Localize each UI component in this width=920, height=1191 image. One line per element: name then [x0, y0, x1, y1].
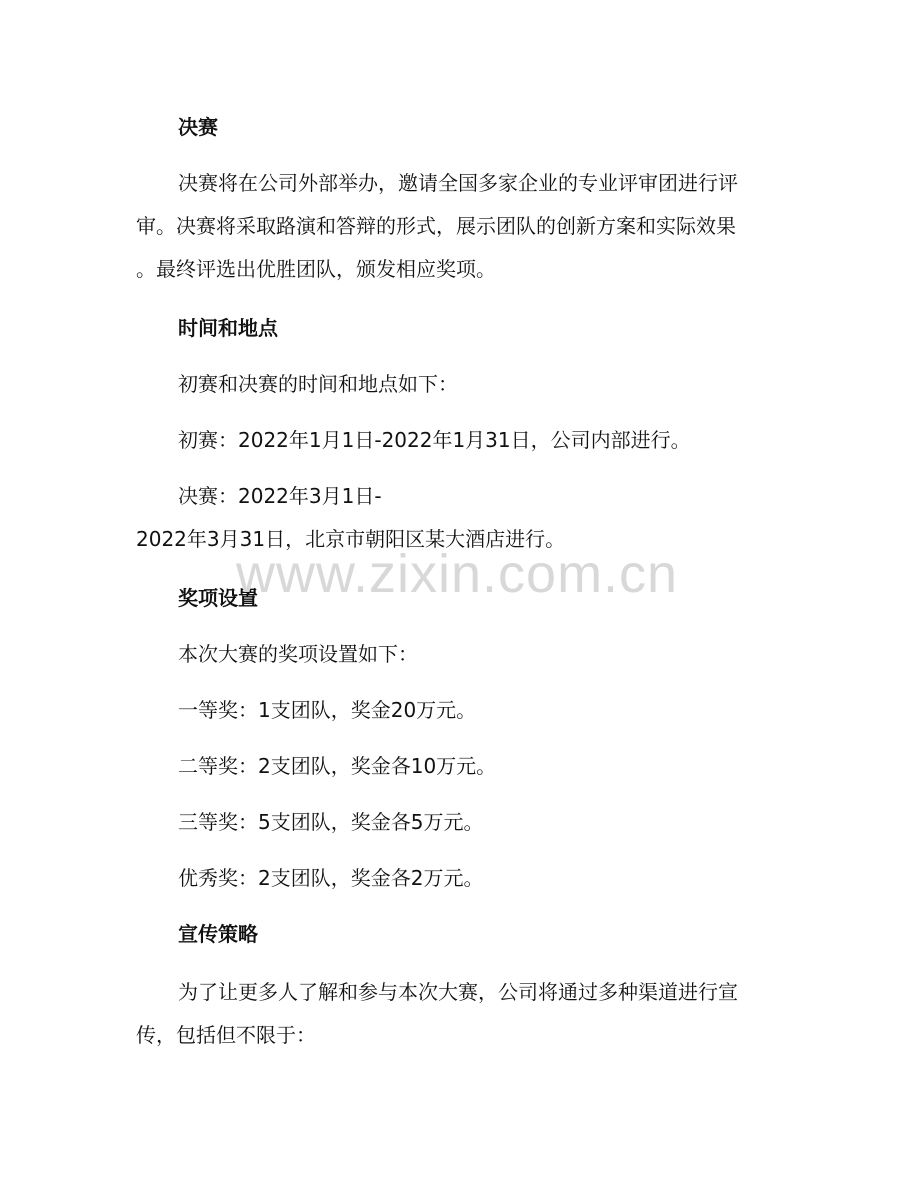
award-item: 三等奖：5支团队，奖金各5万元。 — [178, 810, 484, 834]
schedule-final-line-continued: 2022年3月31日，北京市朝阳区某大酒店进行。 — [136, 527, 566, 551]
award-item: 优秀奖：2支团队，奖金各2万元。 — [178, 866, 484, 890]
section-heading-time-place: 时间和地点 — [178, 316, 278, 340]
paragraph-line: 。最终评选出优胜团队，颁发相应奖项。 — [136, 257, 496, 281]
paragraph-line: 传，包括但不限于： — [136, 1023, 316, 1047]
schedule-final-line: 决赛：2022年3月1日- — [178, 484, 382, 508]
award-item: 二等奖：2支团队，奖金各10万元。 — [178, 754, 497, 778]
award-item: 一等奖：1支团队，奖金20万元。 — [178, 698, 477, 722]
section-heading-awards: 奖项设置 — [178, 586, 258, 610]
paragraph-line: 本次大赛的奖项设置如下： — [178, 642, 418, 666]
paragraph-line: 决赛将在公司外部举办，邀请全国多家企业的专业评审团进行评 — [178, 171, 738, 195]
section-heading-promotion: 宣传策略 — [178, 922, 258, 946]
section-heading-finals: 决赛 — [178, 115, 218, 139]
paragraph-line: 初赛和决赛的时间和地点如下： — [178, 372, 458, 396]
paragraph-line: 为了让更多人了解和参与本次大赛，公司将通过多种渠道进行宣 — [178, 980, 738, 1004]
watermark: www.zixin.com.cn — [236, 544, 679, 604]
paragraph-line: 审。决赛将采取路演和答辩的形式，展示团队的创新方案和实际效果 — [136, 214, 736, 238]
schedule-prelim-line: 初赛：2022年1月1日-2022年1月31日，公司内部进行。 — [178, 428, 691, 452]
